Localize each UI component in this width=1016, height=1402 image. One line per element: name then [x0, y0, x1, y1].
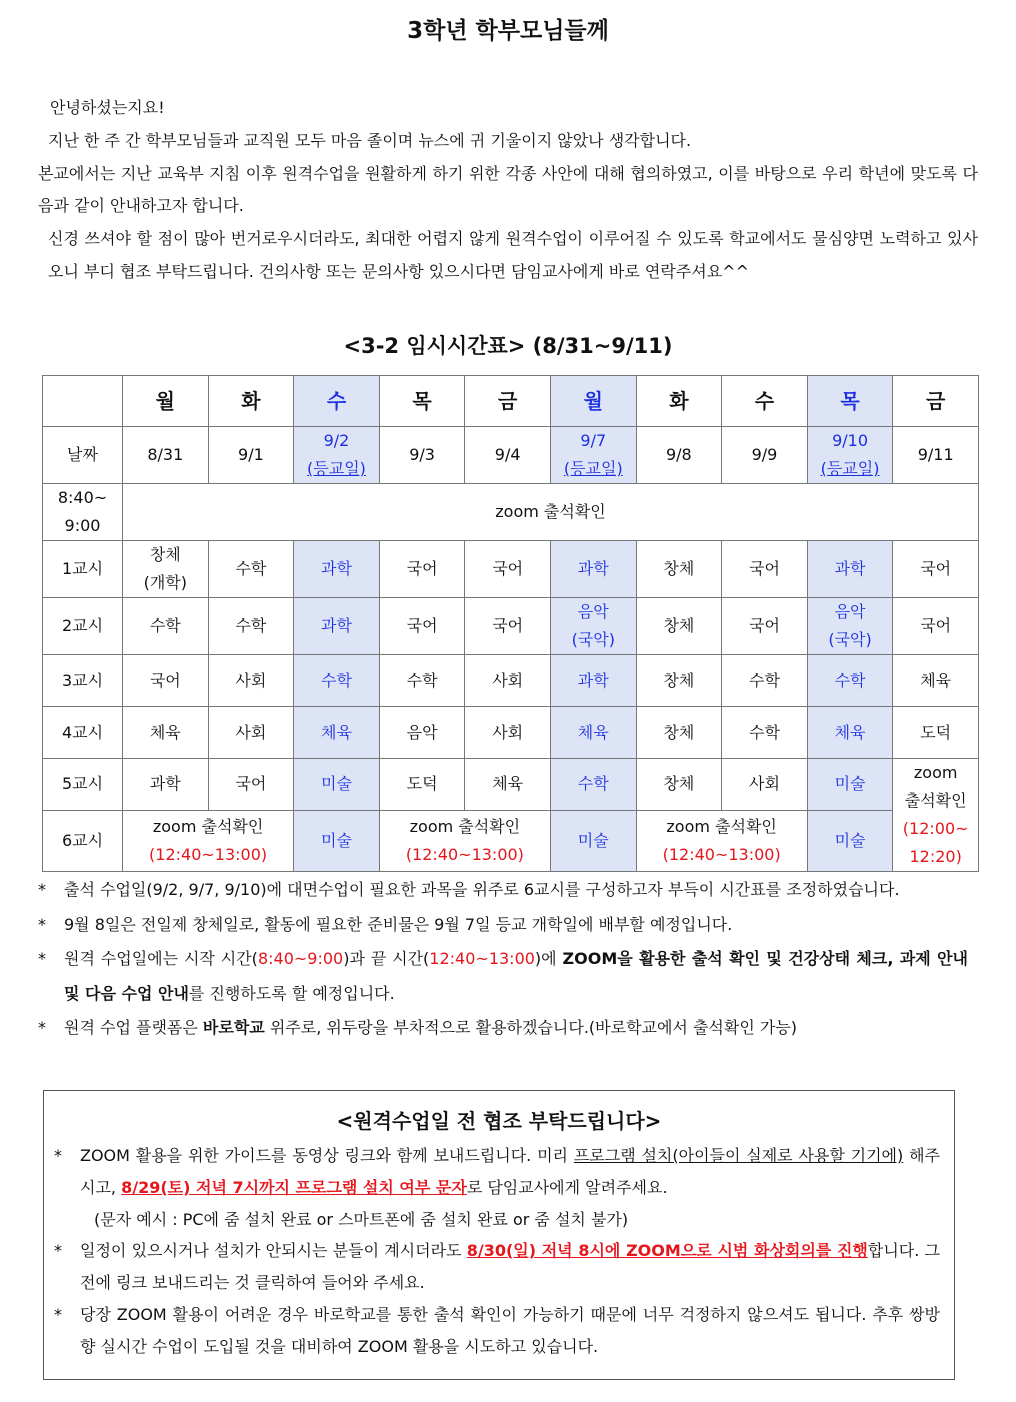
period-label: 5교시	[43, 759, 123, 811]
note-item: * 원격 수업일에는 시작 시간(8:40~9:00)과 끝 시간(12:40~13:00)에 ZOOM을 활용한 출석 확인 및 건강상태 체크, 과제 안내 및 다음 수업 안내를 진행하도록 할 예정입니다.	[38, 949, 968, 1003]
subject-cell: 수학	[379, 655, 465, 707]
timetable-row	[43, 598, 979, 655]
subject-cell: 창체	[636, 655, 722, 707]
subject-cell: 창체	[636, 759, 722, 811]
subject-cell: 사회	[722, 759, 808, 811]
subject-cell: 수학	[294, 655, 380, 707]
subject-cell: 체육	[807, 707, 893, 759]
last-zoom-text: zoom 출석확인	[904, 763, 967, 810]
request-box	[43, 1090, 955, 1380]
intro-paragraph: 지난 한 주 간 학부모님들과 교직원 모두 마음 졸이며 뉴스에 귀 기울이지 않았나 생각합니다.	[48, 130, 692, 150]
subject-cell: 과학	[550, 541, 636, 598]
last-zoom-cell	[893, 759, 979, 872]
subject-cell: 과학	[123, 759, 209, 811]
subject-cell: 국어	[722, 598, 808, 655]
subject-cell: 미술	[807, 759, 893, 811]
subject-cell: 창체	[636, 598, 722, 655]
period-label: 2교시	[43, 598, 123, 655]
subject-cell: 과학	[807, 541, 893, 598]
intro-section	[38, 92, 978, 289]
date-cell: 9/1	[208, 427, 294, 484]
subject-cell: 체육	[294, 707, 380, 759]
zoom-end-time: (12:40~13:00)	[405, 844, 524, 864]
subject-cell: 체육	[893, 655, 979, 707]
subject-cell: 수학	[807, 655, 893, 707]
request-item: * 당장 ZOOM 활용이 어려운 경우 바로학교를 통한 출석 확인이 가능하기 때문에 너무 걱정하지 않으셔도 됩니다. 추후 쌍방향 실시간 수업이 도입될 것을 대비하여 ZOOM 활용을 시도하고 있습니다.	[54, 1304, 940, 1356]
day-header: 금	[893, 376, 979, 427]
zoom-end-text: zoom 출석확인	[409, 816, 521, 836]
intro-greeting: 안녕하셨는지요!	[50, 98, 165, 117]
date-cell: 9/9	[722, 427, 808, 484]
timetable-row	[43, 427, 979, 484]
day-header: 수	[294, 376, 380, 427]
request-box-title: <원격수업일 전 협조 부탁드립니다>	[336, 1109, 662, 1133]
subject-cell: 과학	[550, 655, 636, 707]
subject-cell: 국어	[465, 598, 551, 655]
subject-cell: 사회	[208, 707, 294, 759]
day-header: 화	[636, 376, 722, 427]
subject-cell: 수학	[550, 759, 636, 811]
subject-cell: 미술	[550, 810, 636, 871]
subject-cell: 체육	[465, 759, 551, 811]
timetable-row	[43, 484, 979, 541]
subject-cell: 미술	[294, 759, 380, 811]
timetable-row	[43, 759, 979, 811]
day-header: 월	[123, 376, 209, 427]
attend-day-label: (등교일)	[563, 459, 623, 478]
subject-cell: 음악 (국악)	[550, 598, 636, 655]
zoom-check-cell: zoom 출석확인	[123, 484, 979, 541]
notes-section	[38, 873, 968, 1046]
zoom-time-label: 8:40~ 9:00	[43, 484, 123, 541]
note-item: * 출석 수업일(9/2, 9/7, 9/10)에 대면수업이 필요한 과목을 위주로 6교시를 구성하고자 부득이 시간표를 조정하였습니다.	[38, 880, 900, 899]
subject-cell: 수학	[722, 707, 808, 759]
intro-paragraph: 본교에서는 지난 교육부 지침 이후 원격수업을 원활하게 하기 위한 각종 사안에 대해 협의하였고, 이를 바탕으로 우리 학년에 맞도록 다음과 같이 안내하고자 합니다.	[38, 163, 978, 216]
request-item: * 일정이 있으시거나 설치가 안되시는 분들이 계시더라도 8/30(일) 저녁 8시에 ZOOM으로 시범 화상회의를 진행합니다. 그 전에 링크 보내드리는 것 클릭하여 들어와 주세요.	[54, 1241, 940, 1293]
date-cell: 9/3	[379, 427, 465, 484]
last-zoom-time: (12:00~ 12:20)	[902, 819, 969, 866]
timetable-row	[43, 707, 979, 759]
day-header: 수	[722, 376, 808, 427]
subject-cell: 사회	[465, 655, 551, 707]
sms-example: (문자 예시 : PC에 줌 설치 완료 or 스마트폰에 줌 설치 완료 or 줌 설치 불가)	[94, 1209, 629, 1229]
note-item: * 원격 수업 플랫폼은 바로학교 위주로, 위두랑을 부차적으로 활용하겠습니다.(바로학교에서 출석확인 가능)	[38, 1018, 798, 1037]
corner-cell	[43, 376, 123, 427]
day-header: 목	[379, 376, 465, 427]
zoom-end-text: zoom 출석확인	[666, 816, 777, 836]
timetable-row	[43, 655, 979, 707]
subject-cell: 도덕	[379, 759, 465, 811]
timetable-row	[43, 376, 979, 427]
subject-cell: 국어	[893, 598, 979, 655]
subject-cell: 음악 (국악)	[807, 598, 893, 655]
date-cell: 9/4	[465, 427, 551, 484]
period-label: 1교시	[43, 541, 123, 598]
date-cell	[550, 427, 636, 484]
subject-cell: 창체	[636, 707, 722, 759]
zoom-end-cell	[123, 810, 294, 871]
subject-cell: 국어	[465, 541, 551, 598]
subject-cell: 수학	[722, 655, 808, 707]
date-cell: 8/31	[123, 427, 209, 484]
subject-cell: 수학	[208, 541, 294, 598]
subject-cell: 창체 (개학)	[123, 541, 209, 598]
page-title: 3학년 학부모님들께	[407, 18, 609, 44]
zoom-end-text: zoom 출석확인	[152, 816, 264, 836]
subject-cell: 미술	[807, 810, 893, 871]
subject-cell: 창체	[636, 541, 722, 598]
zoom-end-cell	[379, 810, 550, 871]
attend-day-label: (등교일)	[820, 459, 880, 478]
subject-cell: 사회	[465, 707, 551, 759]
note-item: * 9월 8일은 전일제 창체일로, 활동에 필요한 준비물은 9월 7일 등교 개학일에 배부할 예정입니다.	[38, 914, 733, 934]
date-value: 9/7	[580, 431, 607, 450]
subject-cell: 국어	[123, 655, 209, 707]
subject-cell: 도덕	[893, 707, 979, 759]
intro-paragraph: 신경 쓰셔야 할 점이 많아 번거로우시더라도, 최대한 어렵지 않게 원격수업이 이루어질 수 있도록 학교에서도 물심양면 노력하고 있사오니 부디 협조 부탁드립니다. 건의사항 또는 문의사항 있으시다면 담임교사에게 바로 연락주셔요^^	[48, 229, 978, 281]
request-item: * ZOOM 활용을 위한 가이드를 동영상 링크와 함께 보내드립니다. 미리 프로그램 설치(아이들이 실제로 사용할 기기에) 해주시고, 8/29(토) 저녁 7시까지 프로그램 설치 여부 문자로 담임교사에게 알려주세요.	[54, 1146, 940, 1197]
subject-cell: 체육	[550, 707, 636, 759]
zoom-end-cell	[636, 810, 807, 871]
subject-cell: 사회	[208, 655, 294, 707]
subject-cell: 과학	[294, 598, 380, 655]
date-value: 9/10	[832, 431, 869, 450]
date-cell: 9/8	[636, 427, 722, 484]
attend-day-label: (등교일)	[307, 459, 366, 478]
timetable-title: <3-2 임시시간표> (8/31~9/11)	[343, 334, 673, 358]
subject-cell: 국어	[722, 541, 808, 598]
date-cell	[294, 427, 380, 484]
subject-cell: 국어	[379, 541, 465, 598]
subject-cell: 미술	[294, 810, 380, 871]
timetable-row	[43, 810, 979, 871]
zoom-end-time: (12:40~13:00)	[149, 844, 268, 864]
subject-cell: 국어	[208, 759, 294, 811]
subject-cell: 과학	[294, 541, 380, 598]
timetable	[42, 375, 979, 872]
subject-cell: 체육	[123, 707, 209, 759]
period-label: 4교시	[43, 707, 123, 759]
day-header: 월	[550, 376, 636, 427]
subject-cell: 수학	[208, 598, 294, 655]
period-label: 3교시	[43, 655, 123, 707]
day-header: 금	[465, 376, 551, 427]
subject-cell: 국어	[379, 598, 465, 655]
timetable-row	[43, 541, 979, 598]
subject-cell: 국어	[893, 541, 979, 598]
period-label: 6교시	[43, 810, 123, 871]
date-label: 날짜	[43, 427, 123, 484]
date-value: 9/2	[323, 431, 350, 450]
zoom-end-time: (12:40~13:00)	[662, 844, 781, 864]
subject-cell: 음악	[379, 707, 465, 759]
day-header: 목	[807, 376, 893, 427]
date-cell: 9/11	[893, 427, 979, 484]
date-cell	[807, 427, 893, 484]
day-header: 화	[208, 376, 294, 427]
subject-cell: 수학	[123, 598, 209, 655]
